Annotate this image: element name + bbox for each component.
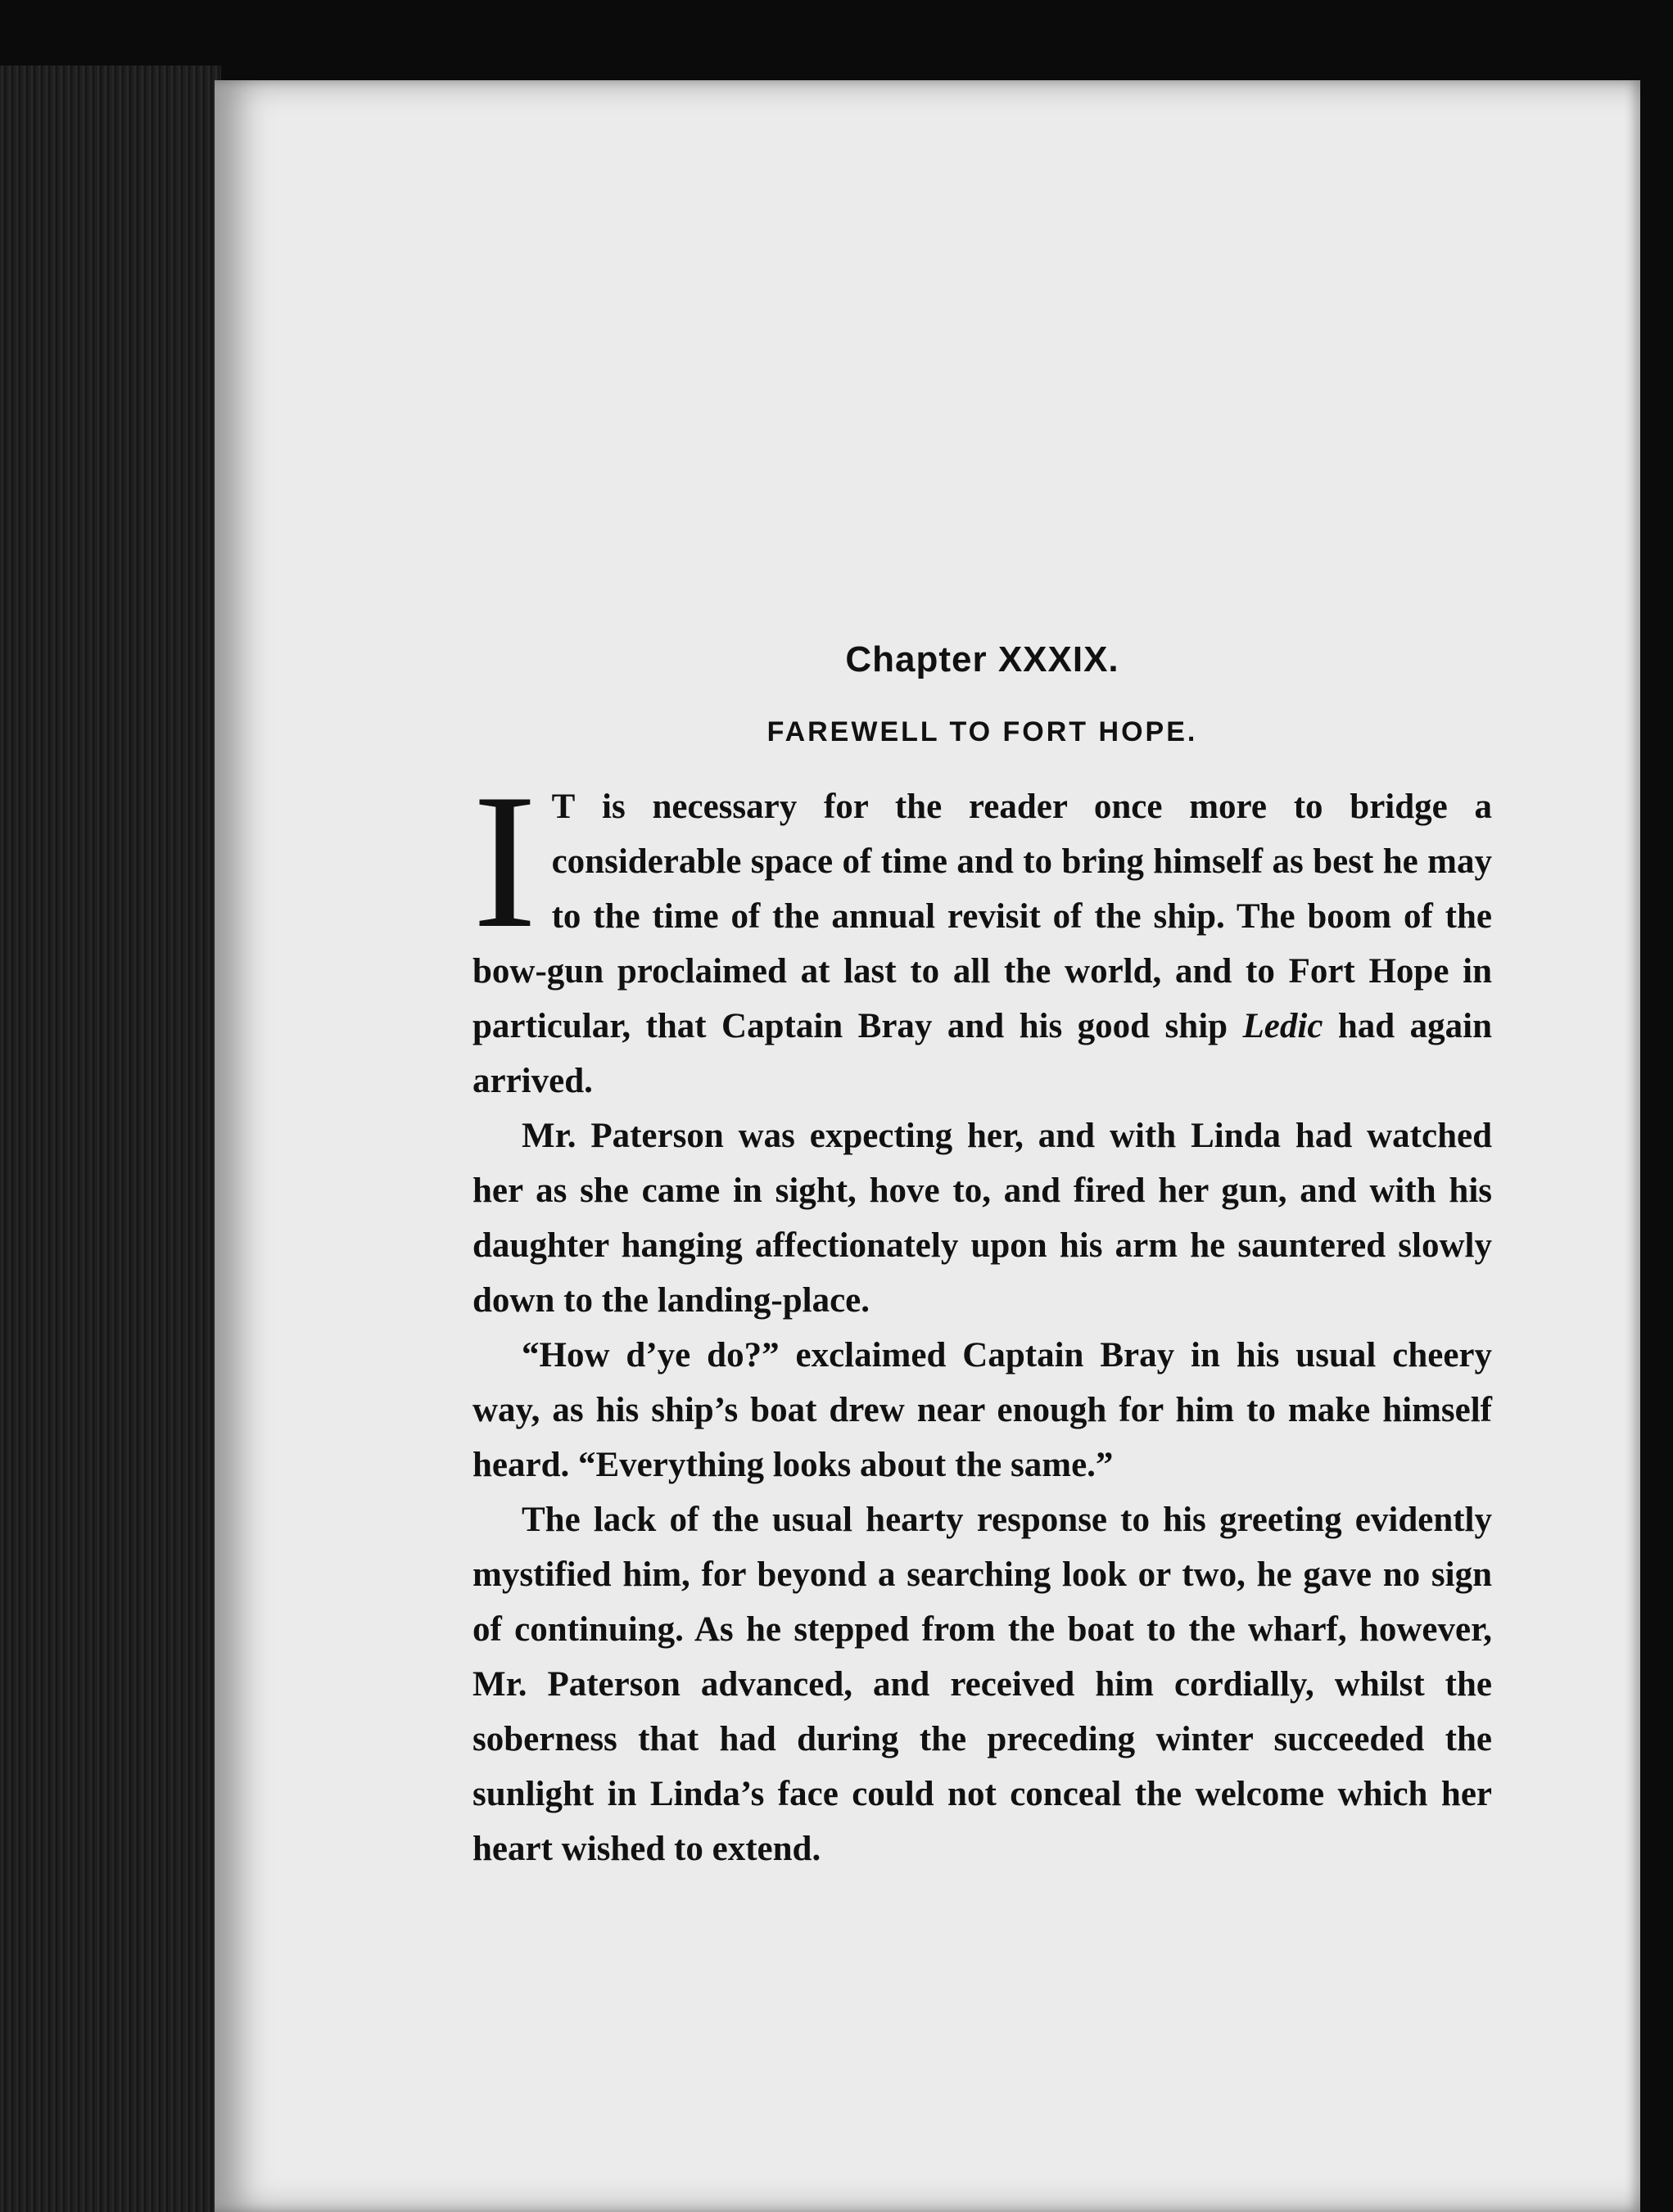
chapter-number: Chapter XXXIX. <box>845 639 1119 679</box>
paragraph-4: The lack of the usual hearty response to his greeting evidently mystified him, for beyond a searching look or two, he gave no sign of continuing. As he stepped from the boat to the wharf, however, Mr. Paterson advanced, and received him cordially, whilst the soberness that had during the preceding winter succeeded the sunlight in Linda’s face could not conceal the welcome which her heart wished to extend. <box>473 1501 1492 1868</box>
book-page <box>215 80 1640 2212</box>
drop-cap: I <box>473 755 537 968</box>
ship-name: Ledic <box>1242 1007 1323 1045</box>
paragraph-1-text-a: is necessary for the reader once more to bridge a considerable space of time and to bring himself as best he may to the time of the annual revisit of the ship. The boom of the bow-gun proclaimed at last to all the world, and to Fort Hope in particular, that Captain Bray and his good ship <box>473 788 1492 1045</box>
paragraph-1 <box>473 755 1492 1108</box>
paragraph-3: “How d’ye do?” exclaimed Captain Bray in his usual cheery way, as his ship’s boat drew near enough for him to make himself heard. “Everything looks about the same.” <box>473 1336 1492 1484</box>
drop-cap-continuation: T <box>551 788 576 826</box>
book-edge <box>0 65 221 2212</box>
page-content <box>473 639 1492 1876</box>
paragraph-2: Mr. Paterson was expecting her, and with Linda had watched her as she came in sight, hove to, and fired her gun, and with his daughter hanging affectionately upon his arm he sauntered slowly down to the landing-place. <box>473 1117 1492 1320</box>
chapter-title: FAREWELL TO FORT HOPE. <box>766 716 1198 747</box>
paragraph-1-text-b: had again arrived. <box>473 1007 1492 1100</box>
